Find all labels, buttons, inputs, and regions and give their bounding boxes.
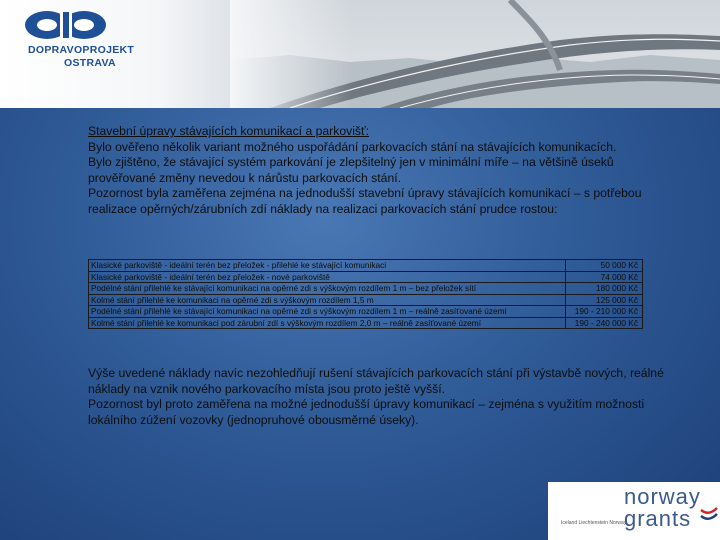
table-row xyxy=(89,260,643,272)
table-cell-value: 125 000 Kč xyxy=(566,294,643,306)
footer-text xyxy=(88,366,670,428)
table-row xyxy=(89,306,643,318)
grants-flag-icon xyxy=(699,504,719,524)
logo-text-line1: DOPRAVOPROJEKT xyxy=(28,44,135,56)
header-banner xyxy=(0,0,720,108)
table-cell-value: 190 - 210 000 Kč xyxy=(566,306,643,318)
footer-paragraph: Výše uvedené náklady navíc nezohledňují rušení stávajících parkovacích stání při výstavbě nových, reálné náklady na vznik nového parkovacího místa jsou proto ještě vyšší. xyxy=(88,366,664,396)
highway-photo xyxy=(230,0,720,108)
grants-small-text: Iceland Liechtenstein Norway xyxy=(561,520,627,526)
table-cell-value: 50 000 Kč xyxy=(566,260,643,272)
company-logo-mark xyxy=(22,8,112,42)
logo-text-line2: OSTRAVA xyxy=(64,57,116,69)
body-paragraph: Bylo ověřeno několik variant možného uspořádání parkovacích stání na stávajících komunikacích. xyxy=(88,139,617,154)
table-row xyxy=(89,283,643,295)
table-row xyxy=(89,294,643,306)
norway-grants-logo xyxy=(548,482,720,540)
table-cell-value: 180 000 Kč xyxy=(566,283,643,295)
footer-paragraph: Pozornost byl proto zaměřena na možné jednodušší úpravy komunikací – zejména s využitím možnosti lokálního zúžení vozovky (jednopruhové obousměrné úseky). xyxy=(88,397,645,427)
table-cell-label: Podélné stání přilehlé ke stávající komunikaci na opěrné zdi s výškovým rozdílem 1 m – bez přeložek sítí xyxy=(89,283,566,295)
body-text xyxy=(88,124,670,217)
table-cell-label: Podélné stání přilehlé ke stávající komunikaci na opěrné zdi s výškovým rozdílem 1 m – reálně zasíťované území xyxy=(89,306,566,318)
table-cell-value: 74 000 Kč xyxy=(566,271,643,283)
body-paragraph: Bylo zjištěno, že stávající systém parkování je zlepšitelný jen v minimální míře – na většině úseků prověřované změny nevedou k nárůstu parkovacích stání. xyxy=(88,155,614,185)
grants-logo-word2: grants xyxy=(624,506,692,531)
body-paragraph: Pozornost byla zaměřena zejména na jednodušší stavební úpravy stávajících komunikací – s potřebou realizace opěrných/zárubních zdí náklady na realizaci parkovacích stání prudce rostou: xyxy=(88,186,642,216)
section-heading: Stavební úpravy stávajících komunikací a parkovišť: xyxy=(88,124,369,138)
cost-table xyxy=(88,259,643,329)
table-cell-label: Klasické parkoviště - ideální terén bez přeložek - přilehlé ke stávající komunikaci xyxy=(89,260,566,272)
table-row xyxy=(89,317,643,329)
grants-logo-word1: norway xyxy=(624,484,701,509)
table-cell-label: Klasické parkoviště - ideální terén bez přeložek - nové parkoviště xyxy=(89,271,566,283)
company-logo xyxy=(22,8,162,70)
table-cell-value: 190 - 240 000 Kč xyxy=(566,317,643,329)
table-cell-label: Kolmé stání přilehlé ke komunikaci na opěrné zdi s výškovým rozdílem 1,5 m xyxy=(89,294,566,306)
table-row xyxy=(89,271,643,283)
table-cell-label: Kolmé stání přilehlé ke komunikaci pod zárubní zdí s výškovým rozdílem 2,0 m – reálně zasíťované území xyxy=(89,317,566,329)
